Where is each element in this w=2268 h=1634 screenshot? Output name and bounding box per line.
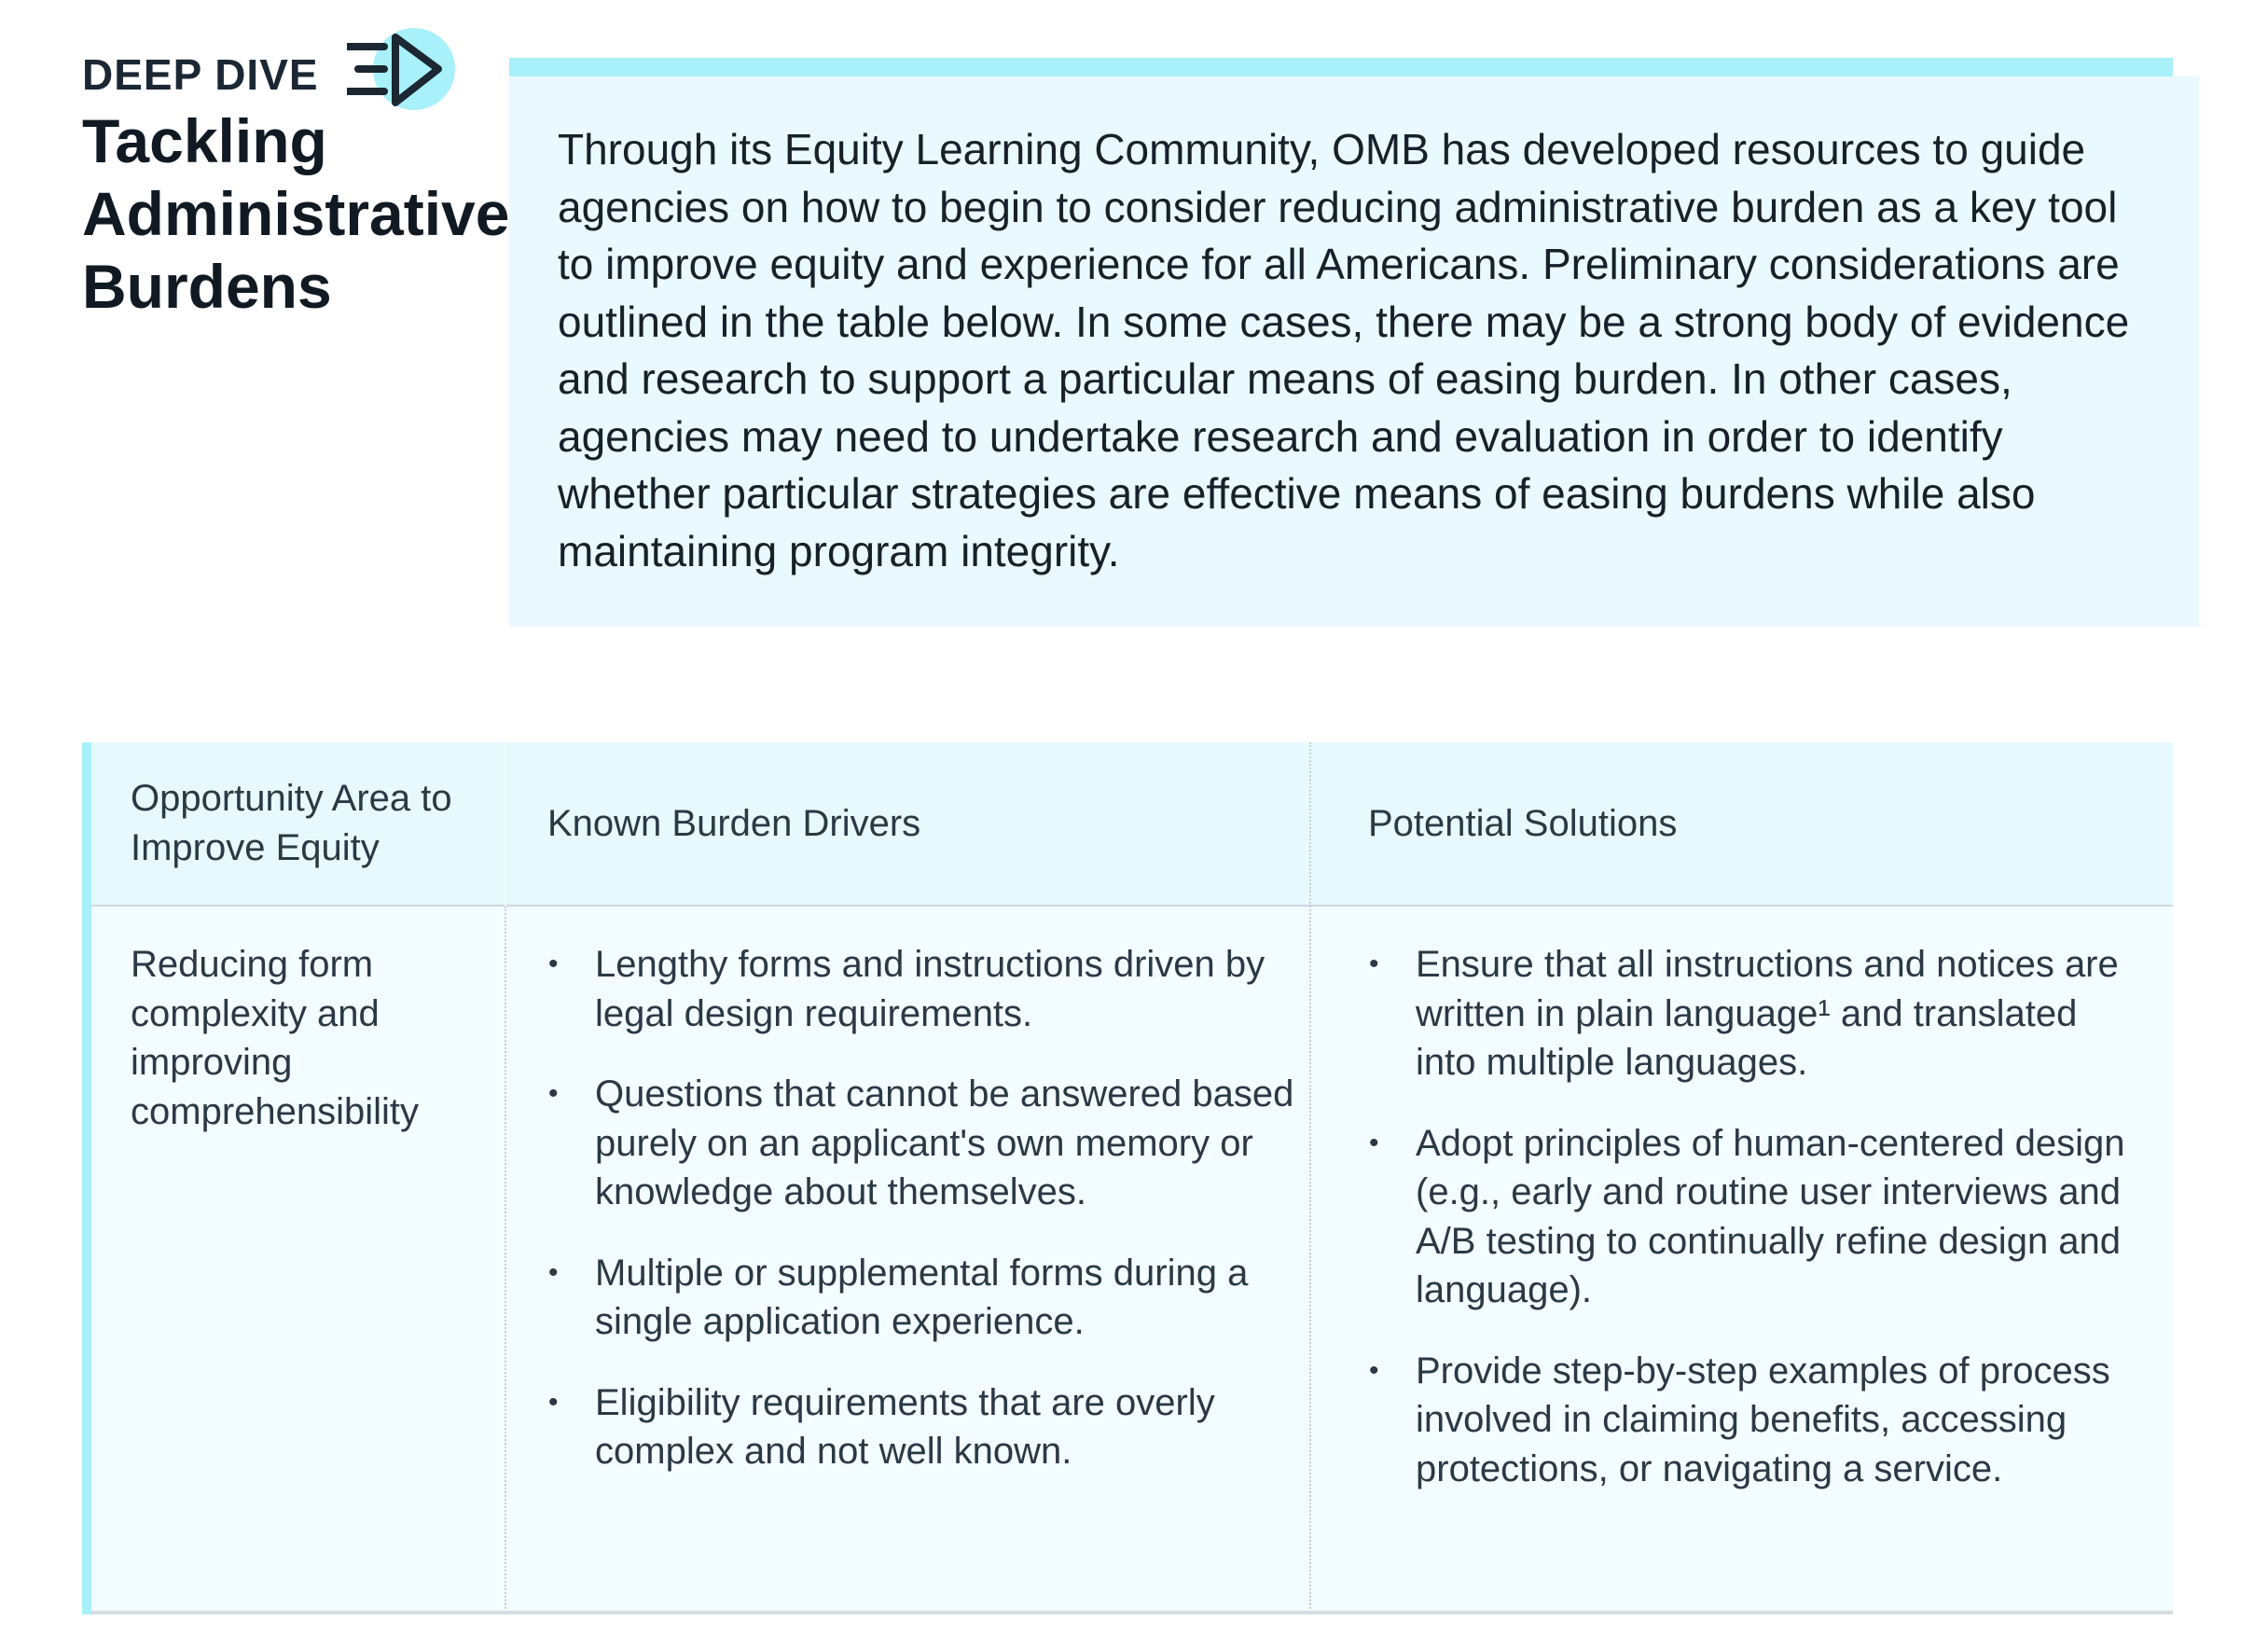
list-item [1367, 1347, 2141, 1494]
bullet-icon: • [548, 1078, 559, 1109]
kicker-label: DEEP DIVE [82, 50, 319, 99]
bullet-icon: • [548, 1256, 559, 1288]
bullet-icon: • [1369, 1127, 1379, 1158]
bullet-icon: • [548, 949, 559, 979]
list-item [546, 940, 1321, 1038]
page-title: Tackling Administrative Burdens [82, 106, 510, 321]
table-bottom-rule [91, 1611, 2173, 1614]
list-item [546, 1378, 1321, 1476]
potential-solutions-list [1367, 940, 2141, 1525]
column-divider-1 [505, 907, 506, 1613]
list-item [546, 1070, 1321, 1217]
list-item [1367, 940, 2141, 1087]
list-item [1367, 1119, 2141, 1315]
header-opportunity-area: Opportunity Area to Improve Equity [131, 778, 452, 868]
table-accent-bar [82, 742, 91, 1614]
burden-table [82, 742, 2173, 1614]
bullet-icon: • [1369, 949, 1379, 979]
header-divider-1 [505, 742, 506, 907]
driver-text: Multiple or supplemental forms during a single application experience. [595, 1252, 1249, 1342]
solution-text: Adopt principles of human-centered design (e.g., early and routine user interviews and A/B testing to continually refine design and language). [1416, 1122, 2125, 1310]
intro-box [509, 76, 2199, 627]
bullet-icon: • [1369, 1354, 1379, 1386]
header-burden-drivers: Known Burden Drivers [547, 802, 921, 844]
header-potential-solutions: Potential Solutions [1368, 802, 1678, 844]
intro-paragraph: Through its Equity Learning Community, OMB has developed resources to guide agencies on how to begin to consider reducing administrative burden as a key tool to improve equity and experience for all Americans. Preliminary considerations are outlined in the table below. In some cases, there may be a strong body of evidence and research to support a particular means of easing burden. In other cases, agencies may need to undertake research and evaluation in order to identify whether particular strategies are effective means of easing burdens while also maintaining program integrity. [558, 125, 2130, 575]
solution-text: Ensure that all instructions and notices are written in plain language¹ and translated into multiple languages. [1416, 944, 2119, 1083]
table-header-row [91, 742, 2173, 907]
list-item [546, 1249, 1321, 1347]
solution-text: Provide step-by-step examples of process involved in claiming benefits, accessing protections, or navigating a service. [1416, 1350, 2110, 1489]
intro-accent-bar [509, 58, 2173, 76]
bullet-icon: • [548, 1386, 559, 1418]
driver-text: Eligibility requirements that are overly complex and not well known. [595, 1381, 1215, 1472]
opportunity-area-cell: Reducing form complexity and improving comprehensibility [131, 944, 420, 1132]
driver-text: Questions that cannot be answered based purely on an applicant's own memory or knowledge about themselves. [595, 1073, 1294, 1212]
driver-text: Lengthy forms and instructions driven by legal design requirements. [595, 944, 1265, 1034]
burden-drivers-list [546, 940, 1321, 1508]
